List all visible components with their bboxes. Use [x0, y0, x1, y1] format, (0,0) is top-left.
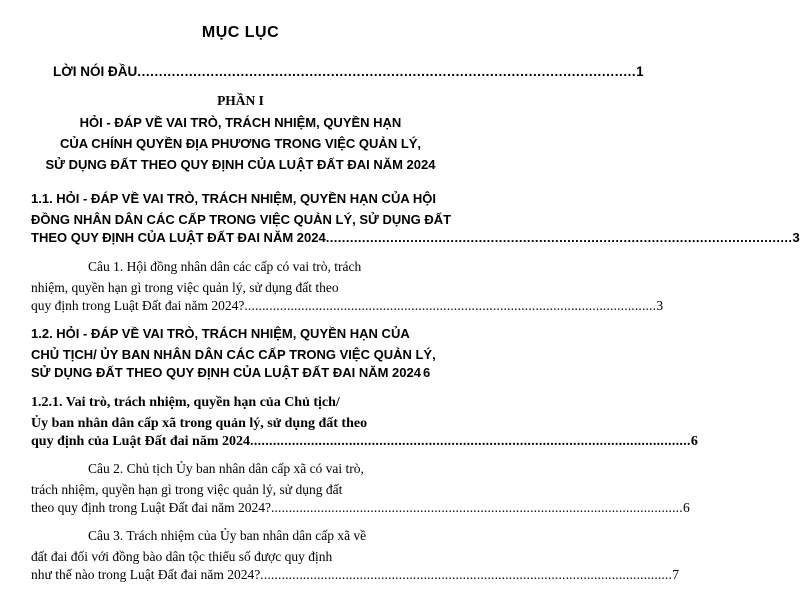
toc-entry-section-1-2-last[interactable]: [31, 365, 431, 380]
toc-entry-question-2-last[interactable]: [31, 500, 690, 516]
part-subtitle-line: HỎI - ĐÁP VỀ VAI TRÒ, TRÁCH NHIỆM, QUYỀN HẠN: [79, 115, 402, 130]
toc-page-number: 3: [656, 298, 664, 313]
toc-entry-line: ĐỒNG NHÂN DÂN CÁC CẤP TRONG VIỆC QUẢN LÝ, SỬ DỤNG ĐẤT: [31, 212, 452, 227]
toc-entry-line: Câu 3. Trách nhiệm của Ủy ban nhân dân cấp xã về: [88, 528, 367, 543]
part-subtitle-line: CỦA CHÍNH QUYỀN ĐỊA PHƯƠNG TRONG VIỆC QUẢN LÝ,: [59, 136, 422, 151]
dot-leader: [260, 567, 670, 583]
toc-entry-question-1[interactable]: [31, 256, 362, 298]
toc-page-number: 6: [690, 434, 698, 449]
toc-entry-line: Câu 2. Chủ tịch Ủy ban nhân dân cấp xã có vai trò,: [88, 461, 364, 476]
toc-entry-line: CHỦ TỊCH/ ỦY BAN NHÂN DÂN CÁC CẤP TRONG VIỆC QUẢN LÝ,: [31, 347, 436, 362]
dot-leader: [244, 298, 654, 314]
toc-entry-label: LỜI NÓI ĐẦU: [53, 64, 138, 79]
toc-entry-line: SỬ DỤNG ĐẤT THEO QUY ĐỊNH CỦA LUẬT ĐẤT ĐAI NĂM 2024: [31, 365, 421, 380]
dot-leader: [326, 230, 791, 245]
toc-entry-section-1-2[interactable]: [31, 323, 436, 365]
toc-entry-line: trách nhiệm, quyền hạn gì trong việc quản lý, sử dụng đất: [31, 482, 343, 497]
toc-page-number: 3: [792, 230, 800, 245]
toc-entry-line: Câu 1. Hội đồng nhân dân các cấp có vai trò, trách: [88, 259, 362, 274]
toc-entry-line: 1.2. HỎI - ĐÁP VỀ VAI TRÒ, TRÁCH NHIỆM, QUYỀN HẠN CỦA: [31, 326, 410, 341]
toc-entry-section-1-2-1-last[interactable]: [31, 434, 698, 450]
toc-entry-section-1-2-1[interactable]: [31, 392, 367, 434]
toc-page-number: 7: [672, 567, 680, 582]
dot-leader: [250, 434, 689, 450]
toc-entry-line: đất đai đối với đồng bào dân tộc thiểu số được quy định: [31, 549, 333, 564]
toc-entry-line: quy định của Luật Đất đai năm 2024: [31, 434, 251, 449]
toc-entry-question-3[interactable]: [31, 525, 367, 567]
part-subtitle-line: SỬ DỤNG ĐẤT THEO QUY ĐỊNH CỦA LUẬT ĐẤT ĐAI NĂM 2024: [45, 157, 436, 172]
toc-page-number: 6: [422, 365, 431, 380]
toc-entry-line: Ủy ban nhân dân cấp xã trong quản lý, sử dụng đất theo: [31, 416, 368, 431]
toc-entry-line: THEO QUY ĐỊNH CỦA LUẬT ĐẤT ĐAI NĂM 2024: [31, 230, 326, 245]
dot-leader: [271, 500, 681, 516]
toc-entry-section-1-1[interactable]: [31, 188, 451, 230]
toc-page-number: 1: [636, 64, 644, 79]
toc-entry-line: 1.2.1. Vai trò, trách nhiệm, quyền hạn của Chủ tịch/: [31, 395, 340, 410]
toc-entry-line: quy định trong Luật Đất đai năm 2024?: [31, 298, 245, 313]
toc-entry-question-3-last[interactable]: [31, 567, 680, 583]
toc-entry-question-1-last[interactable]: [31, 298, 664, 314]
toc-entry-line: 1.1. HỎI - ĐÁP VỀ VAI TRÒ, TRÁCH NHIỆM, QUYỀN HẠN CỦA HỘI: [31, 191, 436, 206]
toc-entry-section-1-1-last[interactable]: [31, 230, 800, 245]
page-title: MỤC LỤC: [201, 24, 280, 41]
part-subtitle: [20, 112, 461, 175]
dot-leader: [137, 64, 634, 79]
toc-entry-question-2[interactable]: [31, 458, 364, 500]
toc-entry-line: như thế nào trong Luật Đất đai năm 2024?: [31, 567, 261, 582]
part-heading: PHẦN I: [217, 93, 264, 108]
toc-entry-preface[interactable]: [53, 64, 644, 79]
toc-entry-line: nhiệm, quyền hạn gì trong việc quản lý, sử dụng đất theo: [31, 280, 339, 295]
toc-entry-line: theo quy định trong Luật Đất đai năm 2024?: [31, 500, 271, 515]
toc-page-number: 6: [682, 500, 690, 515]
